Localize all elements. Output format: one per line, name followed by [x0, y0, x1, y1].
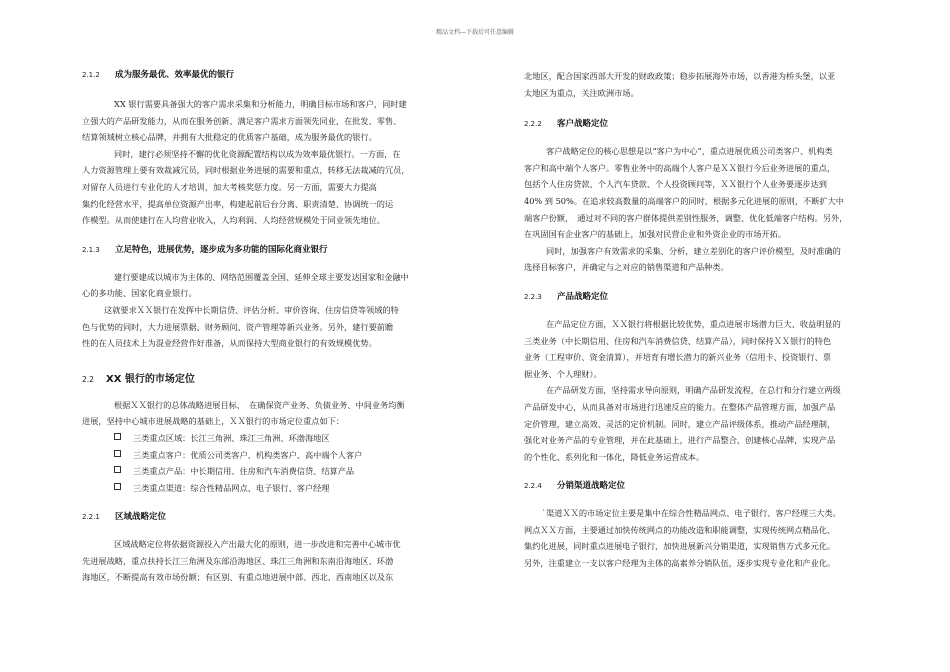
section-title: 立足特色，进展优势，逐步成为多功能的国际化商业银行 [115, 244, 328, 255]
paragraph-line: 端客户份额， 通过对不同的客户群体提供差别性服务，调整、优化低端客户结构。另外， [524, 212, 848, 223]
paragraph-line: 据业务、个人理财）。 [524, 368, 602, 379]
checkbox-bullet-icon [114, 433, 121, 440]
paragraph-line: 选择目标客户，并确定与之对应的销售渠道和产品种类。 [524, 262, 729, 273]
section-2-2-3-heading [524, 290, 919, 302]
checkbox-bullet-icon [114, 466, 121, 473]
paragraph-line: 对留存人员进行专业化的人才培训，加大考核奖惩力度。另一方面，需要大力提高 [82, 181, 377, 192]
paragraph-line: 强化对业务产品的专业管理，并在此基础上，进行产品整合，创建核心品牌，实现产品 [524, 435, 836, 446]
paragraph-line: 作模型。从而使建行在人均营业收入，人均利润、人均经营规模处于同业领先地位。 [82, 215, 385, 226]
section-number: 2.2.4 [524, 482, 542, 491]
list-item [82, 463, 477, 480]
left-column [82, 68, 477, 586]
right-column [524, 68, 919, 572]
paragraph-line: 根据ＸＸ银行的总体战略进展目标， 在确保资产业务、负债业务、中间业务均衡 [114, 399, 405, 410]
list-item-text: 三类重点渠道：综合性精品网点、电子银行、客户经理 [133, 482, 330, 493]
page-header: 精品文档---下载后可任意编辑 [435, 29, 515, 36]
paragraph-line: 40% 到 50%。在追求较高数量的高端客户的同时，根据多元化进展的原则，不断扩大中 [524, 195, 844, 206]
paragraph-line: 业务（工程审价、资金清算），并培育有增长潜力的新兴业务（信用卡、投资银行、票 [524, 352, 832, 363]
section-2-2-heading [82, 370, 477, 385]
paragraph-line: 先进展战略，重点扶持长江三角洲及东部沿海地区、珠江三角洲和东南沿海地区、环渤 [82, 555, 394, 566]
paragraph-line: 这就要求ＸＸ银行在发挥中长期信贷、评估分析、审价咨询、住房信贷等领域的特 [104, 304, 399, 315]
list-item-text: 三类重点区域：长江三角洲、珠江三角洲、环渤海地区 [133, 432, 330, 443]
section-title: XX 银行的市场定位 [106, 373, 195, 385]
section-2-1-3-heading [82, 243, 477, 255]
paragraph-line: 海地区，不断提高有效市场份额；有区别、有重点地进展中部、西北、西南地区以及东 [82, 572, 394, 583]
paragraph-line: 区域战略定位将依据资源投入产出最大化的原则，进一步改进和完善中心城市优 [114, 539, 401, 550]
paragraph-line: `渠道ＸＸ的市场定位主要是集中在综合性精品网点、电子银行、客户经理三大类。 [542, 508, 841, 519]
paragraph-line: 在产品研发方面，坚持需求导向原则，明确产品研发流程，在总行和分行建立两级 [546, 385, 841, 396]
section-title: 产品战略定位 [557, 291, 609, 302]
paragraph-line: 进展，坚持中心城市进展战略的基础上，ＸＸ银行的市场定位重点如下： [82, 416, 345, 427]
section-number: 2.2.1 [82, 513, 100, 522]
list-item [82, 430, 477, 447]
section-2-2-2-heading [524, 117, 919, 129]
section-number: 2.1.3 [82, 245, 100, 254]
list-item-text: 三类重点产品：中长期信用、住房和汽车消费信贷、结算产品 [133, 466, 355, 477]
paragraph-line: 建行要建成以城市为主体的、网络范围覆盖全国、延伸全球主要发达国家和金融中 [114, 271, 409, 282]
paragraph-line: 包括个人住房贷款、个人汽车贷款、个人投资顾问等，ＸＸ银行个人业务要逐步达到 [524, 179, 827, 190]
paragraph-line: 结算领域树立核心品牌，并拥有大批稳定的优质客户基础，成为服务最优的银行。 [82, 132, 377, 143]
paragraph-line: 同时，加强客户有效需求的采集、分析，建立差别化的客户评价模型，及时准确的 [546, 245, 841, 256]
paragraph-line: 客户战略定位的核心思想是以“客户为中心”，重点进展优质公司类客户、机构类 [546, 146, 833, 157]
paragraph-line: 客户和高中端个人客户。零售业务中的高端个人客户是ＸＸ银行今后业务进展的重点， [524, 162, 836, 173]
section-title: 成为服务最优、效率最优的银行 [115, 70, 235, 80]
paragraph-line: 人力资源管理上要有效裁减冗员，同时根据业务进展的需要和重点，转移无法裁减的冗员， [82, 165, 410, 176]
paragraph-line: 的个性化、系列化和一体化，降低业务运营成本。 [524, 451, 705, 462]
list-item [82, 447, 477, 464]
section-title: 客户战略定位 [557, 119, 609, 130]
section-title: 分销渠道战略定位 [557, 481, 626, 492]
paragraph-line: 色与优势的同时，大力进展票据、财务顾问、资产管理等新兴业务。另外，建行要前瞻 [82, 321, 394, 332]
paragraph-line: 太地区为重点，关注欧洲市场。 [524, 87, 639, 98]
paragraph-line: 立强大的产品研发能力，从而在服务创新、满足客户需求方面领先同业，在批发、零售、 [82, 115, 402, 126]
paragraph-line: 心的多功能、国家化商业银行。 [82, 288, 197, 299]
section-2-1-2-heading [82, 68, 477, 80]
list-item-text: 三类重点客户：优质公司类客户、机构类客户、高中端个人客户 [133, 449, 363, 460]
checkbox-bullet-icon [114, 483, 121, 490]
section-number: 2.2.3 [524, 292, 542, 301]
paragraph-line: 性的在人员技术上为混业经营作好准备，从而保持大型商业银行的有效规模优势。 [82, 338, 377, 349]
section-number: 2.1.2 [82, 71, 100, 79]
section-number: 2.2 [82, 374, 94, 384]
paragraph-line: 网点ＸＸ方面，主要通过加快传统网点的功能改造和职能调整，实现传统网点精品化、 [524, 524, 836, 535]
section-2-2-1-heading [82, 510, 477, 522]
paragraph-line: 在产品定位方面，ＸＸ银行将根据比较优势，重点进展市场潜力巨大、收益明显的 [546, 318, 841, 329]
paragraph-line: 集约化进展，同时重点进展电子银行，加快进展新兴分销渠道，实现销售方式多元化。 [524, 541, 836, 552]
list-item [82, 480, 477, 497]
paragraph-line: 集约化经营水平，提高单位资源产出率，构建起前后台分离、职责清楚、协调统一的运 [82, 198, 394, 209]
section-number: 2.2.2 [524, 120, 542, 129]
paragraph-line: XX 银行需要具备强大的客户需求采集和分析能力，明确目标市场和客户，同时建 [114, 99, 407, 109]
paragraph-line: 北地区，配合国家西部大开发的财政政策；稳步拓展海外市场，以香港为桥头堡，以亚 [524, 71, 836, 81]
paragraph-line: 在巩固国有企业客户的基础上，加强对民营企业和外资企业的市场开拓。 [524, 229, 787, 240]
section-2-2-4-heading [524, 479, 919, 491]
paragraph-line: 定价管理，建立高效、灵活的定价机制。同时，建立产品评级体系，推动产品经理制， [524, 418, 836, 429]
paragraph-line: 另外，注重建立一支以客户经理为主体的高素养分销队伍，逐步实现专业化和产业化。 [524, 558, 836, 569]
paragraph-line: 同时，建行必须坚持不懈的优化资源配置结构以成为效率最优银行。一方面，在 [114, 148, 401, 159]
checkbox-bullet-icon [114, 450, 121, 457]
section-title: 区域战略定位 [115, 512, 167, 523]
paragraph-line: 产品研发中心，从而具备对市场进行迅速反应的能力。在整体产品管理方面，加强产品 [524, 401, 836, 412]
paragraph-line: 三类业务（中长期信用、住房和汽车消费信贷、结算产品），同时保持ＸＸ银行的特色 [524, 335, 832, 346]
